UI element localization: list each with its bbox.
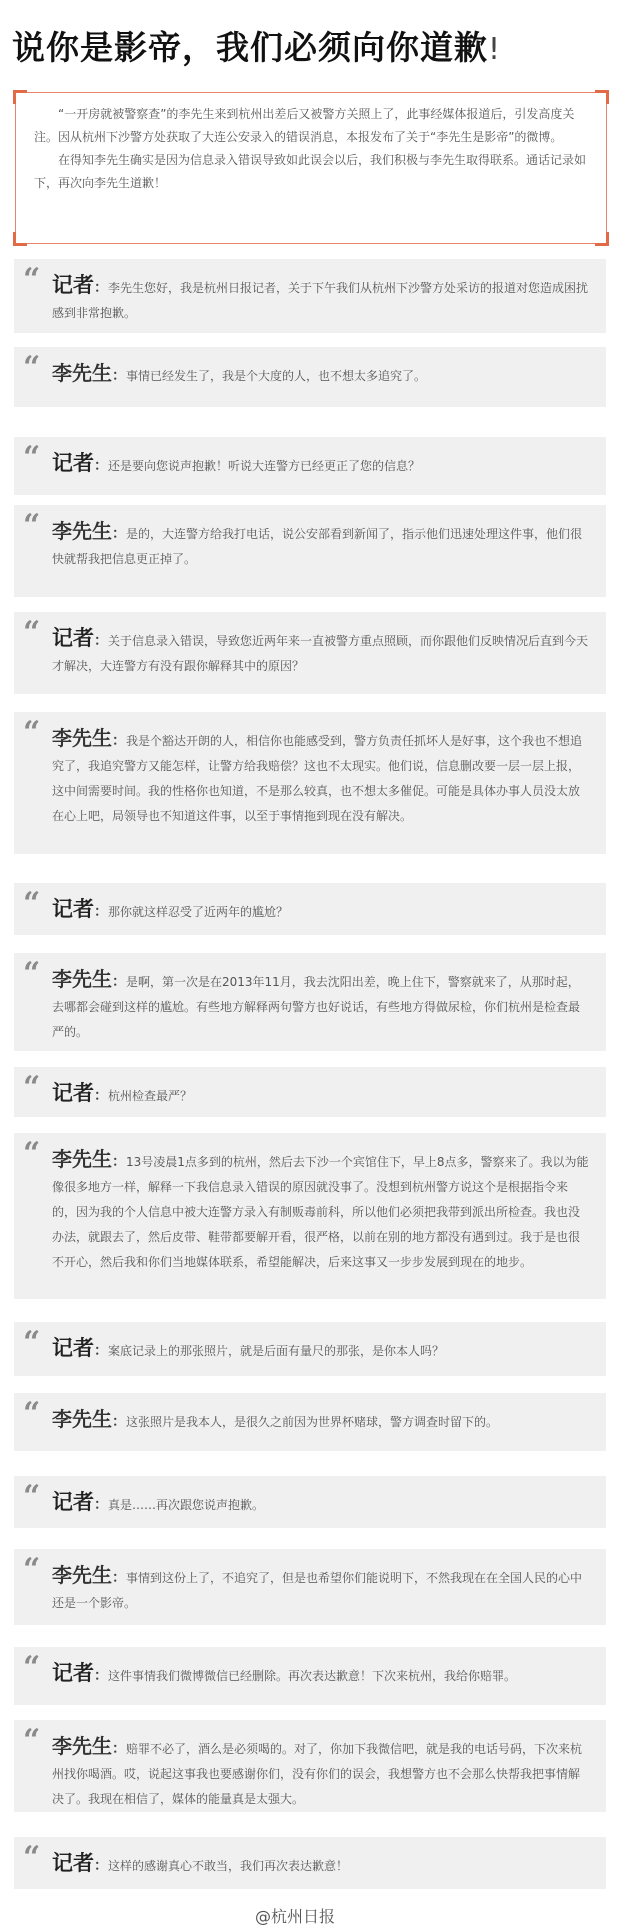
qa-entry [14, 1720, 606, 1812]
qa-entry [14, 953, 606, 1051]
qa-content [52, 519, 590, 572]
qa-text: 13号凌晨1点多到的杭州，然后去下沙一个宾馆住下，早上8点多，警察来了。我以为能像很多地方一样，解释一下我信息录入错误的原因就没事了。没想到杭州警方说这个是根据指令来的，因为我的个人信息中被大连警方录入有制贩毒前科，所以他们必须把我带到派出所检查。我也没办法，就跟去了，然后皮带、鞋带都要解开看，很严格，以前在别的地方都没有遇到过。我于是也很不开心，然后我和你们当地媒体联系，希望能解决，后来这事又一步步发展到现在的地步。 [52, 1155, 589, 1269]
qa-entry [14, 1322, 606, 1376]
qa-text: 我是个豁达开朗的人，相信你也能感受到，警方负责任抓坏人是好事，这个我也不想追究了，我追究警方又能怎样，让警方给我赔偿？这也不太现实。他们说，信息删改要一层一层上报，这中间需要时间。我的性格你也知道，不是那么较真，也不想太多催促。可能是具体办事人员没太放在心上吧，局领导也不知道这件事，以至于事情拖到现在没有解决。 [52, 734, 583, 823]
headline [12, 22, 612, 69]
qa-content [52, 897, 590, 925]
qa-content [52, 726, 590, 829]
qa-text: 这样的感谢真心不敢当，我们再次表达歉意！ [108, 1859, 349, 1873]
qa-content [52, 1081, 590, 1109]
speaker-name: 李先生 [52, 967, 112, 991]
qa-content [52, 1407, 590, 1435]
qa-text: 赔罪不必了，酒么是必须喝的。对了，你加下我微信吧，就是我的电话号码，下次来杭州找你喝酒。哎，说起这事我也要感谢你们，没有你们的误会，我想警方也不会那么快帮我把事情解决了。我现在相信了，媒体的能量真是太强大。 [52, 1742, 583, 1806]
quote-mark-icon: “ [23, 715, 41, 750]
qa-content [52, 1734, 590, 1812]
quote-mark-icon: “ [23, 1479, 41, 1514]
quote-mark-icon: “ [23, 1552, 41, 1587]
speaker-name: 记者 [52, 1081, 94, 1105]
speaker-colon: ： [94, 280, 108, 296]
quote-mark-icon: “ [23, 350, 41, 385]
qa-text: 这件事情我们微博微信已经删除。再次表达歉意！下次来杭州，我给你赔罪。 [108, 1669, 517, 1683]
qa-text: 事情到这份上了，不追究了，但是也希望你们能说明下，不然我现在在全国人民的心中还是一个影帝。 [52, 1571, 583, 1610]
quote-mark-icon: “ [23, 886, 41, 921]
speaker-colon: ： [94, 1668, 108, 1684]
speaker-name: 李先生 [52, 1407, 112, 1431]
qa-entry [14, 259, 606, 333]
quote-mark-icon: “ [23, 615, 41, 650]
speaker-name: 记者 [52, 273, 94, 297]
speaker-colon: ： [112, 974, 126, 990]
speaker-colon: ： [112, 733, 126, 749]
qa-entry [14, 1067, 606, 1117]
speaker-name: 李先生 [52, 1734, 112, 1758]
qa-content [52, 1336, 590, 1364]
speaker-colon: ： [112, 1741, 126, 1757]
qa-text: 杭州检查最严？ [108, 1089, 193, 1103]
speaker-name: 李先生 [52, 1147, 112, 1171]
speaker-colon: ： [94, 458, 108, 474]
speaker-colon: ： [112, 1154, 126, 1170]
quote-mark-icon: “ [23, 956, 41, 991]
qa-entry [14, 1647, 606, 1705]
qa-content [52, 1563, 590, 1616]
qa-text: 真是……再次跟您说声抱歉。 [108, 1498, 265, 1512]
speaker-colon: ： [94, 1343, 108, 1359]
qa-text: 案底记录上的那张照片，就是后面有量尺的那张，是你本人吗？ [108, 1344, 445, 1358]
qa-text: 是啊，第一次是在2013年11月，我去沈阳出差，晚上住下，警察就来了，从那时起，去哪都会碰到这样的尴尬。有些地方解释两句警方也好说话，有些地方得做尿检，你们杭州是检查最严的。 [52, 975, 581, 1039]
qa-entry [14, 1837, 606, 1889]
footer-credit: @杭州日报 [255, 1907, 336, 1926]
qa-entry [14, 505, 606, 597]
quote-mark-icon: “ [23, 1840, 41, 1875]
quote-mark-icon: “ [23, 440, 41, 475]
quote-mark-icon: “ [23, 1070, 41, 1105]
qa-content [52, 1661, 590, 1689]
speaker-colon: ： [112, 368, 126, 384]
speaker-colon: ： [94, 1497, 108, 1513]
qa-text: 还是要向您说声抱歉！听说大连警方已经更正了您的信息？ [108, 459, 421, 473]
qa-text: 这张照片是我本人，是很久之前因为世界杯赌球，警方调查时留下的。 [126, 1415, 499, 1429]
speaker-name: 李先生 [52, 361, 112, 385]
intro-paragraph-1: “一开房就被警察查”的李先生来到杭州出差后又被警方关照上了，此事经媒体报道后，引发高度关注。因从杭州下沙警方处获取了大连公安录入的错误消息，本报发布了关于“李先生是影帝”的微博。 [34, 107, 575, 144]
qa-content [52, 451, 590, 479]
qa-entry [14, 1549, 606, 1625]
speaker-name: 李先生 [52, 726, 112, 750]
qa-content [52, 626, 590, 679]
quote-mark-icon: “ [23, 1723, 41, 1758]
speaker-name: 李先生 [52, 1563, 112, 1587]
qa-text: 关于信息录入错误，导致您近两年来一直被警方重点照顾，而你跟他们反映情况后直到今天才解决，大连警方有没有跟你解释其中的原因？ [52, 634, 589, 673]
qa-entry [14, 1133, 606, 1299]
speaker-name: 记者 [52, 897, 94, 921]
quote-mark-icon: “ [23, 508, 41, 543]
qa-entry [14, 883, 606, 935]
speaker-colon: ： [112, 1414, 126, 1430]
qa-text: 李先生您好，我是杭州日报记者，关于下午我们从杭州下沙警方处采访的报道对您造成困扰感到非常抱歉。 [52, 281, 589, 320]
speaker-name: 记者 [52, 1851, 94, 1875]
speaker-colon: ： [94, 1858, 108, 1874]
quote-mark-icon: “ [23, 1396, 41, 1431]
speaker-name: 记者 [52, 1661, 94, 1685]
qa-content [52, 1851, 590, 1879]
qa-entry [14, 437, 606, 495]
speaker-name: 李先生 [52, 519, 112, 543]
speaker-name: 记者 [52, 1490, 94, 1514]
headline-title: 说你是影帝，我们必须向你道歉 [12, 28, 488, 67]
qa-text: 事情已经发生了，我是个大度的人，也不想太多追究了。 [126, 369, 427, 383]
speaker-name: 记者 [52, 626, 94, 650]
headline-bang: ! [488, 32, 502, 67]
speaker-colon: ： [94, 1088, 108, 1104]
qa-text: 是的，大连警方给我打电话，说公安部看到新闻了，指示他们迅速处理这件事，他们很快就帮我把信息更正掉了。 [52, 527, 583, 566]
qa-entry [14, 712, 606, 854]
qa-entry [14, 1476, 606, 1528]
speaker-name: 记者 [52, 451, 94, 475]
speaker-colon: ： [112, 526, 126, 542]
speaker-name: 记者 [52, 1336, 94, 1360]
qa-content [52, 967, 590, 1045]
speaker-colon: ： [112, 1570, 126, 1586]
speaker-colon: ： [94, 633, 108, 649]
corner-decoration [13, 90, 27, 104]
qa-entry [14, 347, 606, 407]
corner-decoration [595, 232, 609, 246]
quote-mark-icon: “ [23, 262, 41, 297]
qa-entry [14, 1393, 606, 1451]
corner-decoration [595, 90, 609, 104]
quote-mark-icon: “ [23, 1136, 41, 1171]
quote-mark-icon: “ [23, 1650, 41, 1685]
qa-text: 那你就这样忍受了近两年的尴尬？ [108, 905, 289, 919]
qa-content [52, 1147, 590, 1275]
intro-box [15, 92, 607, 244]
corner-decoration [13, 232, 27, 246]
qa-content [52, 361, 590, 389]
qa-content [52, 273, 590, 326]
quote-mark-icon: “ [23, 1325, 41, 1360]
qa-entry [14, 612, 606, 694]
qa-content [52, 1490, 590, 1518]
speaker-colon: ： [94, 904, 108, 920]
intro-paragraph-2: 在得知李先生确实是因为信息录入错误导致如此误会以后，我们积极与李先生取得联系。通话记录如下，再次向李先生道歉！ [34, 153, 587, 190]
